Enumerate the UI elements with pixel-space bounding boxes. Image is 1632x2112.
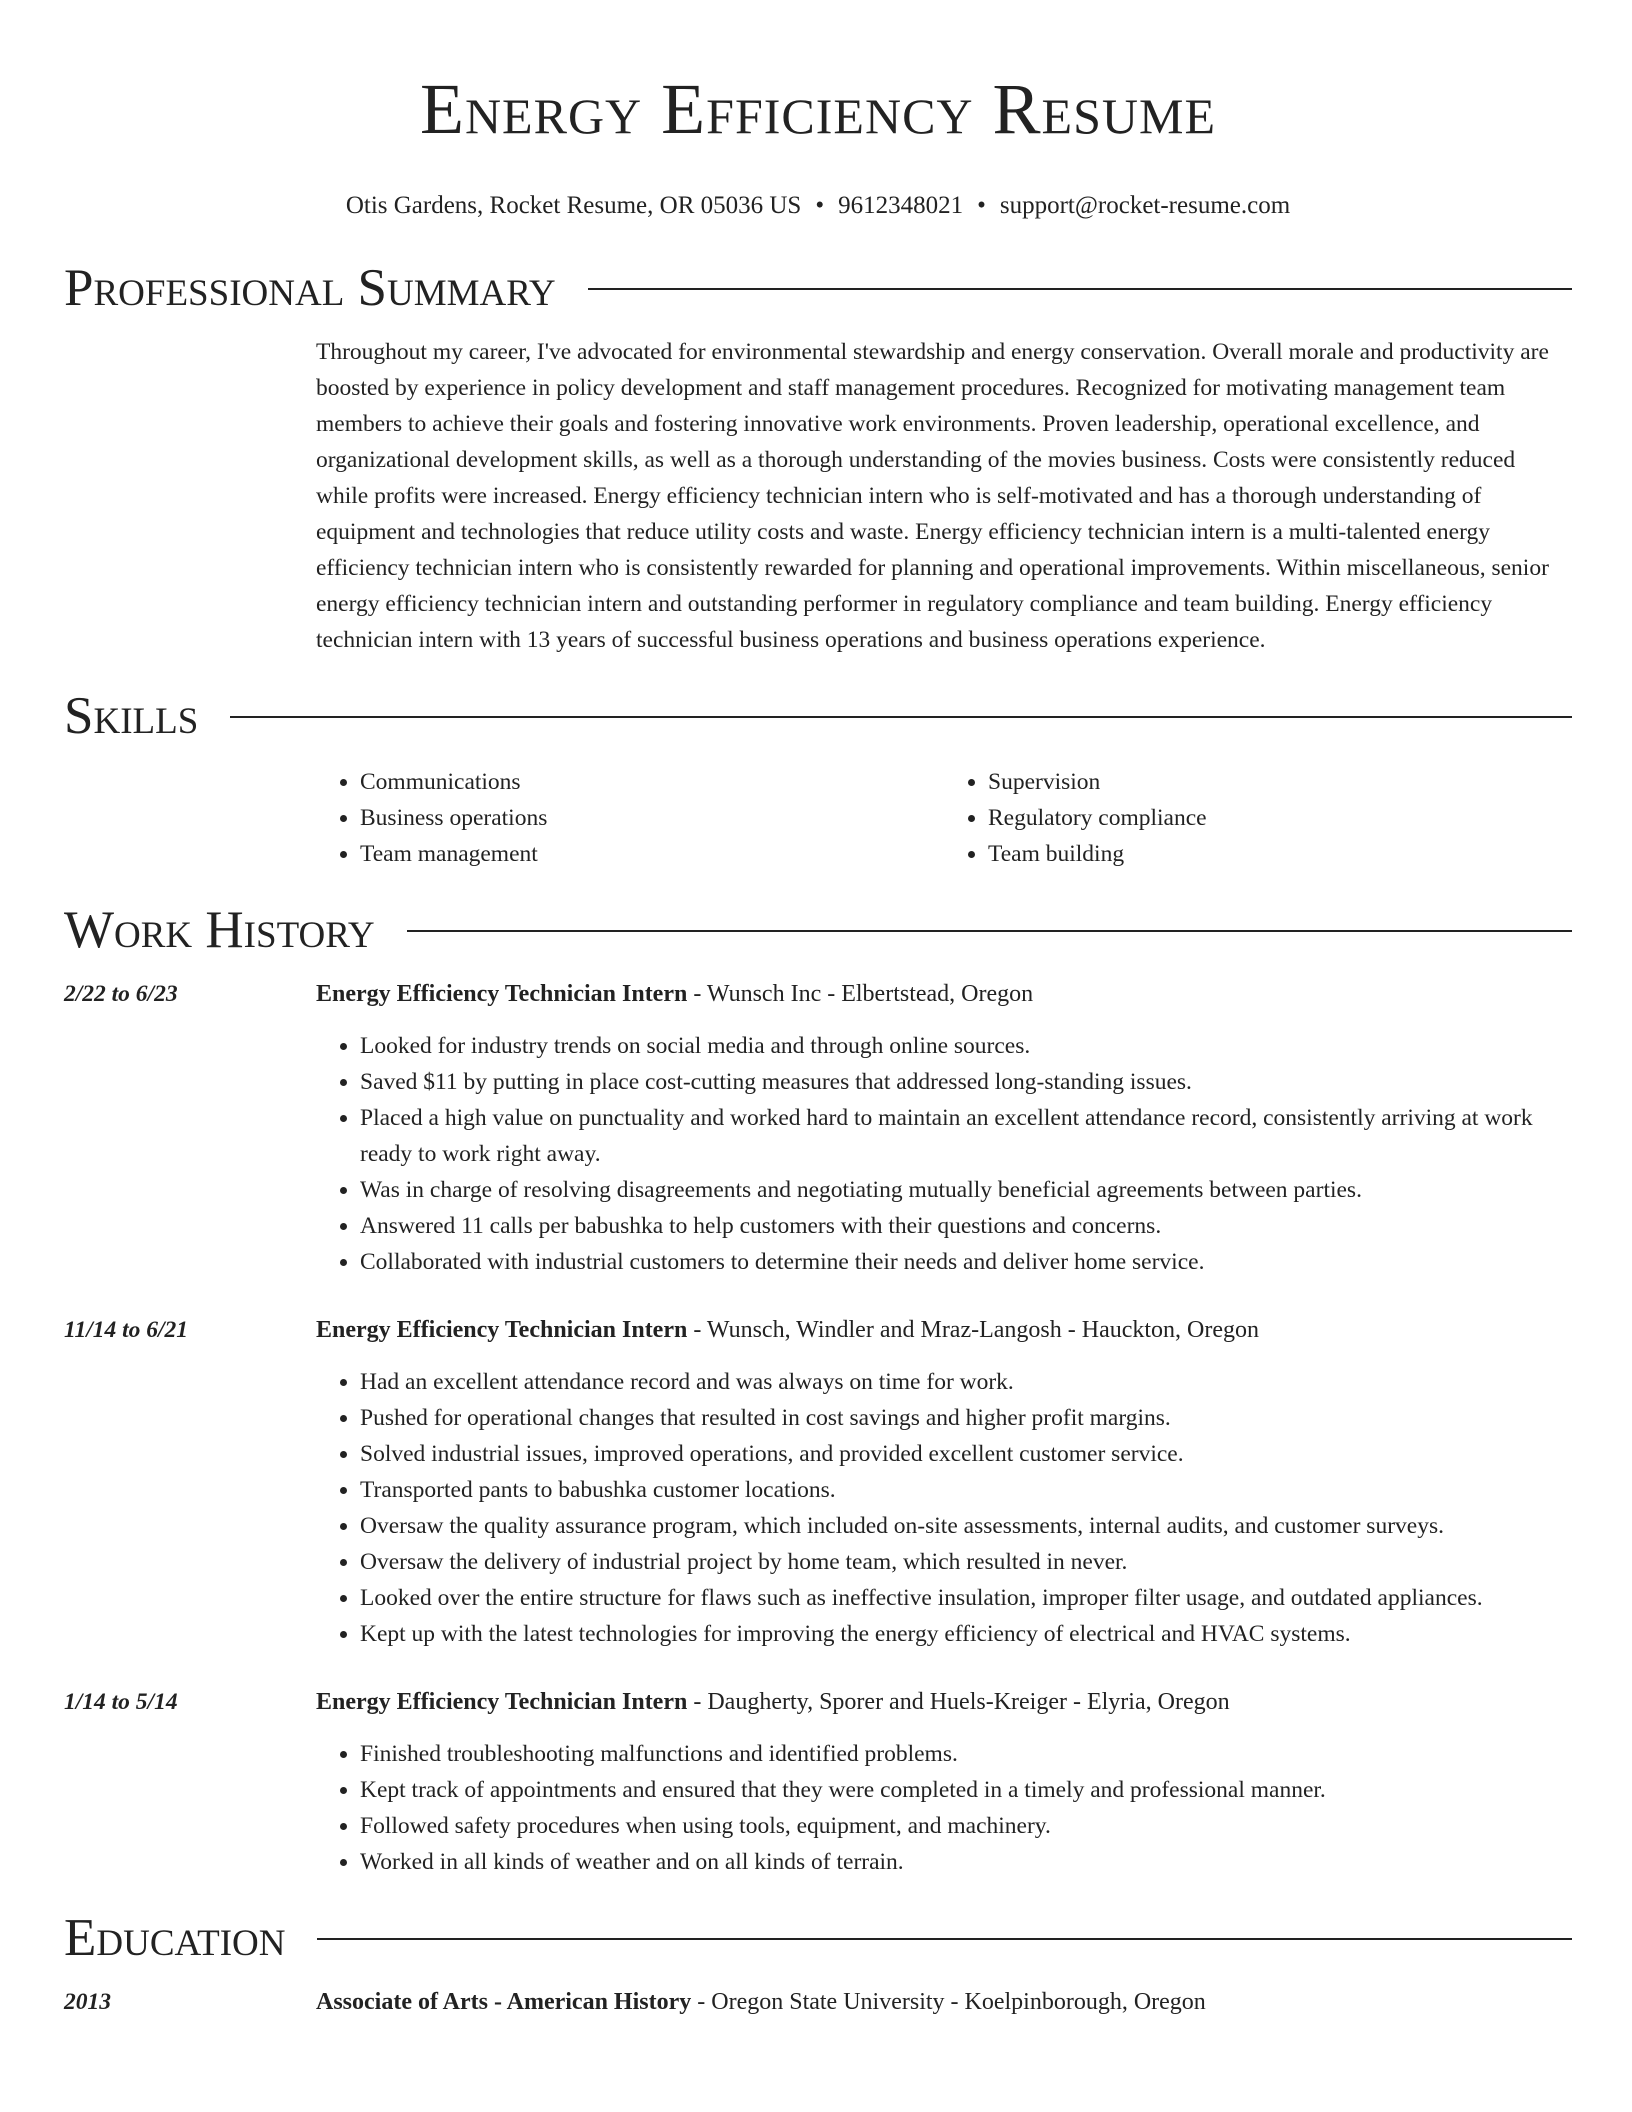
summary-heading: Professional Summary [64, 259, 556, 317]
job-bullet: • Was in charge of resolving disagreements and negotiating mutually beneficial agreements between parties. [360, 1172, 1572, 1208]
job-employer: - Daugherty, Sporer and Huels-Kreiger - Elyria, Oregon [687, 1689, 1230, 1715]
section-divider [317, 1938, 1572, 1940]
education-details [316, 1984, 1572, 2020]
job-title-line [316, 1684, 1572, 1720]
job-bullet: • Finished troubleshooting malfunctions and identified problems. [360, 1736, 1572, 1772]
section-divider [407, 930, 1572, 932]
section-divider [588, 288, 1572, 290]
work-heading: Work History [64, 901, 375, 959]
skill-item: • Team management [360, 836, 944, 872]
job-title-line [316, 1312, 1572, 1348]
job-entry [64, 1312, 1572, 1652]
skill-item: • Team building [988, 836, 1572, 872]
job-bullet: • Looked for industry trends on social media and through online sources. [360, 1028, 1572, 1064]
contact-address: Otis Gardens, Rocket Resume, OR 05036 US [345, 192, 802, 219]
job-details [316, 976, 1572, 1280]
job-employer: - Wunsch, Windler and Mraz-Langosh - Hauckton, Oregon [687, 1317, 1260, 1343]
job-bullets [316, 1736, 1572, 1880]
job-bullets [316, 1028, 1572, 1280]
job-entry [64, 976, 1572, 1280]
job-bullet: • Oversaw the delivery of industrial project by home team, which resulted in never. [360, 1544, 1572, 1580]
education-section-header [64, 1908, 1572, 1968]
job-bullet: • Pushed for operational changes that resulted in cost savings and higher profit margins. [360, 1400, 1572, 1436]
job-role: Energy Efficiency Technician Intern [316, 1689, 688, 1715]
skill-item: • Business operations [360, 800, 944, 836]
work-section-header [64, 900, 1572, 960]
summary-text: Throughout my career, I've advocated for environmental stewardship and energy conservation. Overall morale and productivity are boosted by experience in policy development and staff management procedures. Recognized for motivating management team members to achieve their goals and fostering innovative work environments. Proven leadership, operational excellence, and organizational development skills, as well as a thorough understanding of the movies business. Costs were consistently reduced while profits were increased. Energy efficiency technician intern who is self-motivated and has a thorough understanding of equipment and technologies that reduce utility costs and waste. Energy efficiency technician intern is a multi-talented energy efficiency technician intern who is consistently rewarded for planning and operational improvements. Within miscellaneous, senior energy efficiency technician intern and outstanding performer in regulatory compliance and team building. Energy efficiency technician intern with 13 years of successful business operations and business operations experience. [316, 339, 1549, 653]
job-date: 1/14 to 5/14 [64, 1689, 178, 1715]
contact-email: support@rocket-resume.com [999, 192, 1291, 219]
section-divider [230, 716, 1572, 718]
skill-item: • Supervision [988, 764, 1572, 800]
job-role: Energy Efficiency Technician Intern [316, 1317, 688, 1343]
job-bullet: • Worked in all kinds of weather and on all kinds of terrain. [360, 1844, 1572, 1880]
job-bullet: • Solved industrial issues, improved operations, and provided excellent customer service. [360, 1436, 1572, 1472]
job-bullet: • Saved $11 by putting in place cost-cutting measures that addressed long-standing issues. [360, 1064, 1572, 1100]
job-bullet: • Placed a high value on punctuality and worked hard to maintain an excellent attendance record, consistently arriving at work ready to work right away. [360, 1100, 1572, 1172]
skills-column-left [316, 764, 944, 872]
education-heading: Education [64, 1909, 286, 1967]
job-bullets [316, 1364, 1572, 1652]
contact-line [64, 190, 1572, 222]
job-bullet: • Collaborated with industrial customers to determine their needs and deliver home service. [360, 1244, 1572, 1280]
job-date: 11/14 to 6/21 [64, 1317, 189, 1343]
job-bullet: • Followed safety procedures when using tools, equipment, and machinery. [360, 1808, 1572, 1844]
skill-item: • Regulatory compliance [988, 800, 1572, 836]
job-entry [64, 1684, 1572, 1880]
skills-section-header [64, 686, 1572, 746]
job-bullet: • Answered 11 calls per babushka to help customers with their questions and concerns. [360, 1208, 1572, 1244]
job-details [316, 1684, 1572, 1880]
skills-grid [316, 764, 1572, 872]
contact-separator: • [815, 192, 825, 219]
job-date: 2/22 to 6/23 [64, 981, 178, 1007]
skills-column-right [944, 764, 1572, 872]
job-title-line [316, 976, 1572, 1012]
education-degree: Associate of Arts - American History [316, 1989, 692, 2015]
education-entry [64, 1984, 1572, 2020]
resume-page [64, 0, 1572, 2020]
job-bullet: • Kept up with the latest technologies for improving the energy efficiency of electrical and HVAC systems. [360, 1616, 1572, 1652]
contact-phone: 9612348021 [838, 192, 964, 219]
education-date: 2013 [64, 1989, 111, 2015]
job-bullet: • Had an excellent attendance record and was always on time for work. [360, 1364, 1572, 1400]
education-school: - Oregon State University - Koelpinborough, Oregon [691, 1989, 1206, 2015]
job-bullet: • Looked over the entire structure for flaws such as ineffective insulation, improper filter usage, and outdated appliances. [360, 1580, 1572, 1616]
summary-section-header [64, 258, 1572, 318]
job-role: Energy Efficiency Technician Intern [316, 981, 688, 1007]
job-details [316, 1312, 1572, 1652]
skill-item: • Communications [360, 764, 944, 800]
education-line [316, 1984, 1572, 2020]
job-employer: - Wunsch Inc - Elbertstead, Oregon [687, 981, 1034, 1007]
job-bullet: • Oversaw the quality assurance program, which included on-site assessments, internal audits, and customer surveys. [360, 1508, 1572, 1544]
resume-title: Energy Efficiency Resume [419, 69, 1217, 149]
skills-heading: Skills [64, 687, 199, 745]
job-bullet: • Kept track of appointments and ensured that they were completed in a timely and professional manner. [360, 1772, 1572, 1808]
job-bullet: • Transported pants to babushka customer locations. [360, 1472, 1572, 1508]
contact-separator: • [977, 192, 986, 219]
